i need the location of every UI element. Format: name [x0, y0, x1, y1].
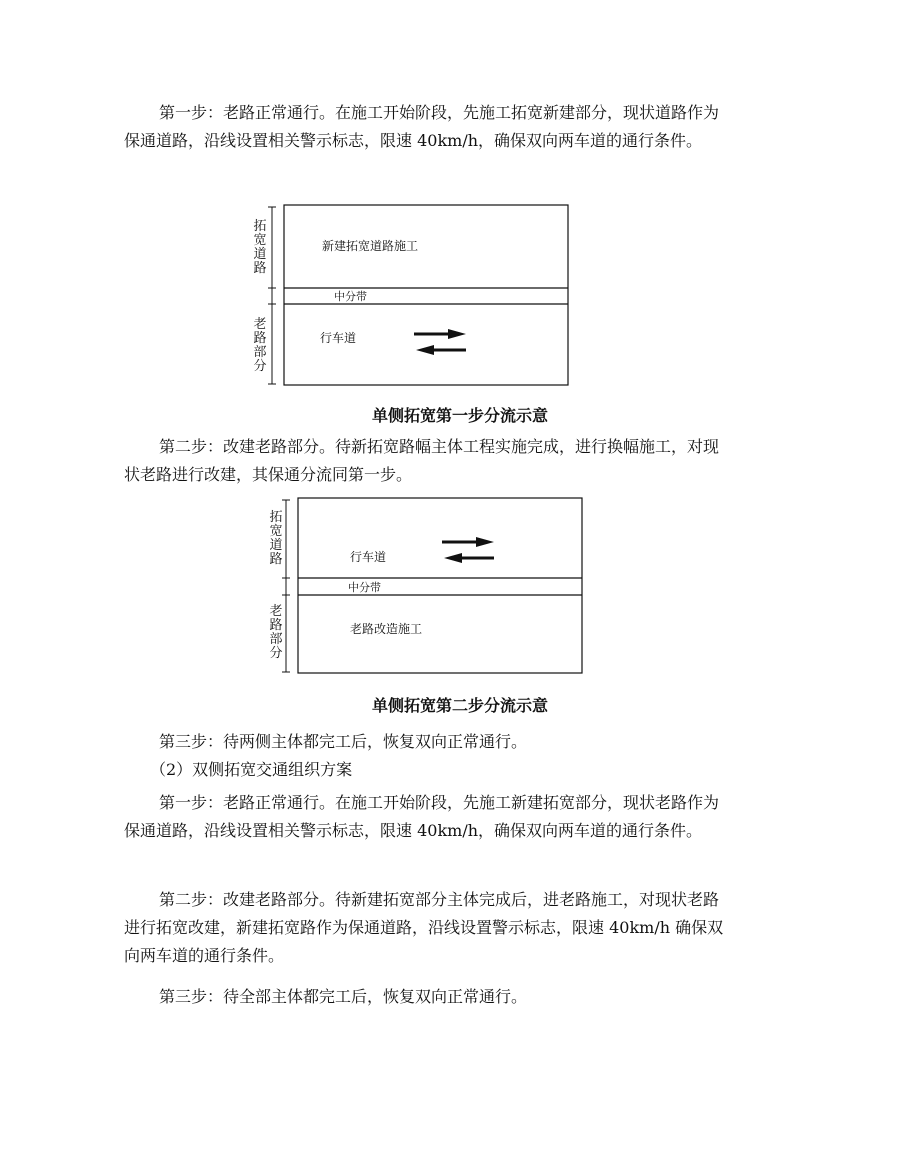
section-bottom-text: 行车道: [320, 331, 357, 345]
side-label-old-road: 老路部分: [269, 604, 283, 661]
diagram-single-step2-svg: [264, 497, 584, 675]
arrow-left-icon: [444, 553, 494, 563]
paragraph-step3-single: 第三步：待两侧主体都完工后，恢复双向正常通行。: [159, 732, 528, 751]
section-heading-double: （2）双侧拓宽交通组织方案: [150, 760, 353, 779]
median-text: 中分带: [348, 581, 381, 594]
diagram-caption-2: 单侧拓宽第二步分流示意: [371, 696, 548, 715]
diagram-single-step2: [264, 497, 584, 675]
section-bottom-text: 老路改造施工: [350, 622, 423, 636]
diagram-caption-1: 单侧拓宽第一步分流示意: [371, 406, 548, 425]
paragraph-step3-double: 第三步：待全部主体都完工后，恢复双向正常通行。: [159, 987, 528, 1006]
paragraph-step1-double: 第一步：老路正常通行。在施工开始阶段，先施工新建拓宽部分，现状老路作为保通道路，沿线设置相关警示标志，限速 40km/h，确保双向两车道的通行条件。: [124, 793, 720, 840]
median-text: 中分带: [334, 290, 367, 303]
side-label-old-road: 老路部分: [253, 317, 267, 374]
road-outline: [284, 205, 568, 385]
arrow-right-icon: [414, 329, 466, 339]
paragraph-step2-single: 第二步：改建老路部分。待新拓宽路幅主体工程实施完成，进行换幅施工，对现状老路进行改建，其保通分流同第一步。: [124, 437, 720, 484]
diagram-single-step1-svg: [250, 204, 570, 388]
section-top-text: 新建拓宽道路施工: [322, 239, 419, 253]
paragraph-step2-double: 第二步：改建老路部分。待新建拓宽部分主体完成后，进老路施工，对现状老路进行拓宽改建，新建拓宽路作为保通道路，沿线设置警示标志，限速 40km/h 确保双向两车道的通行条件。: [124, 890, 724, 965]
paragraph-step1-single: 第一步：老路正常通行。在施工开始阶段，先施工拓宽新建部分，现状道路作为保通道路，沿线设置相关警示标志，限速 40km/h，确保双向两车道的通行条件。: [124, 103, 720, 150]
arrow-right-icon: [442, 537, 494, 547]
diagram-single-step1: [250, 204, 570, 388]
section-top-text: 行车道: [350, 550, 387, 564]
side-label-widened: 拓宽道路: [253, 219, 267, 276]
road-outline: [298, 498, 582, 673]
arrow-left-icon: [416, 345, 466, 355]
side-label-widened: 拓宽道路: [269, 510, 283, 567]
